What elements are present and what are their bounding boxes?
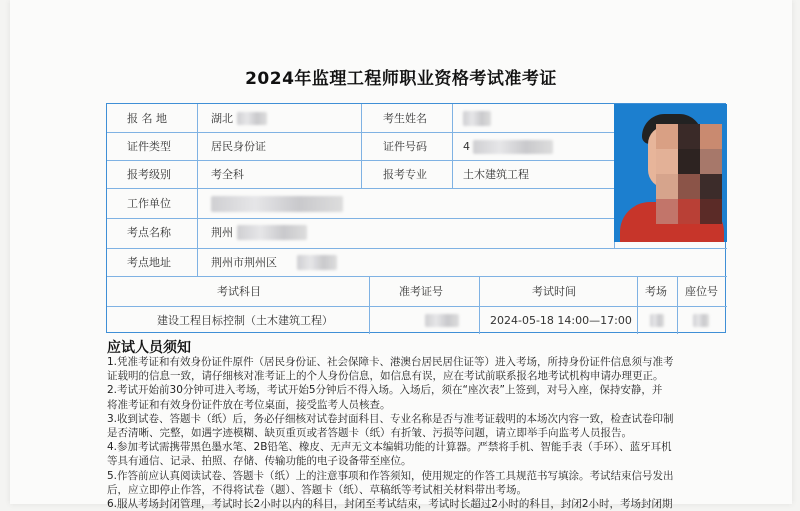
redaction [237,225,307,240]
notice-line: 4.参加考试需携带黑色墨水笔、2B铅笔、橡皮、无声无文本编辑功能的计算器。严禁将手机、智能手表（手环）、蓝牙耳机 [107,441,672,454]
notice-line: 1.凭准考证和有效身份证件原件（居民身份证、社会保障卡、港澳台居民居住证等）进入考场，所持身份证件信息须与准考 [107,356,674,368]
notice-line: 5.作答前应认真阅读试卷、答题卡（纸）上的注意事项和作答须知，使用规定的作答工具规范书写填涂。考试结束信号发出 [107,469,674,482]
admission-ticket-page [10,0,792,511]
label-id-number: 证件号码 [383,140,427,153]
label-major: 报考专业 [383,168,427,181]
exam-subject-value: 建设工程目标控制（土木建筑工程） [157,314,333,327]
notice-line: 3.收到试卷、答题卡（纸）后，务必仔细核对试卷封面科目、专业名称是否与准考证载明的本场次内容一致，检查试卷印制 [107,412,674,425]
label-work-unit: 工作单位 [127,197,171,210]
redaction [463,111,491,126]
label-exam-address: 考点地址 [127,256,171,269]
value-major: 土木建筑工程 [463,168,529,181]
redaction [297,255,337,270]
notice-line: 等具有通信、记录、拍照、存储、传输功能的电子设备带至座位。 [107,455,412,468]
header-exam-subject: 考试科目 [217,285,261,298]
value-exam-site: 荆州 [211,226,233,239]
notice-line: 2.考试开始前30分钟可进入考场，考试开始5分钟后不得入场。入场后，须在“座次表”上签到，对号入座，保持安静，并 [107,384,663,397]
redaction [237,112,267,125]
redaction [425,314,459,327]
notice-line: 是否清晰、完整，如遇字迹模糊、缺页重页或者答题卡（纸）有折皱、污损等问题，请立即举手向监考人员报告。 [107,427,632,440]
header-exam-time: 考试时间 [532,285,576,298]
redaction [693,314,709,327]
value-exam-level: 考全科 [211,168,244,181]
value-id-type: 居民身份证 [211,140,266,153]
notice-line: 将准考证和有效身份证件放在考位桌面，接受监考人员核查。 [107,398,391,411]
redaction [211,196,343,212]
label-id-type: 证件类型 [127,140,171,153]
header-room: 考场 [645,285,667,298]
redaction [473,140,553,154]
value-id-number: 4 [463,140,470,153]
admission-card-table [106,103,726,333]
value-exam-address: 荆州市荆州区 [211,256,277,269]
candidate-photo [614,104,727,242]
document-title: 2024年监理工程师职业资格考试准考证 [245,69,557,89]
notice-line: 6.服从考场封闭管理，考试时长2小时以内的科目，封闭至考试结束，考试时长超过2小时的科目，封闭2小时，考场封闭期 [107,498,673,511]
redaction [650,314,664,327]
label-exam-level: 报考级别 [127,168,171,181]
notice-text [107,355,729,511]
notice-line: 证载明的信息一致，请仔细核对准考证上的个人身份信息，如信息有误，应在考试前联系报名地考试机构申请办理更正。 [107,370,664,383]
header-ticket-number: 准考证号 [399,285,443,298]
label-exam-site: 考点名称 [127,226,171,239]
label-registration-place: 报 名 地 [127,112,167,125]
label-candidate-name: 考生姓名 [383,112,427,125]
value-registration-place: 湖北 [211,112,233,125]
notice-title: 应试人员须知 [107,340,191,356]
header-seat: 座位号 [685,285,718,298]
exam-time-value: 2024-05-18 14:00—17:00 [490,314,632,327]
notice-line: 后，应立即停止作答，不得将试卷（题）、答题卡（纸）、草稿纸等考试相关材料带出考场。 [107,483,527,496]
